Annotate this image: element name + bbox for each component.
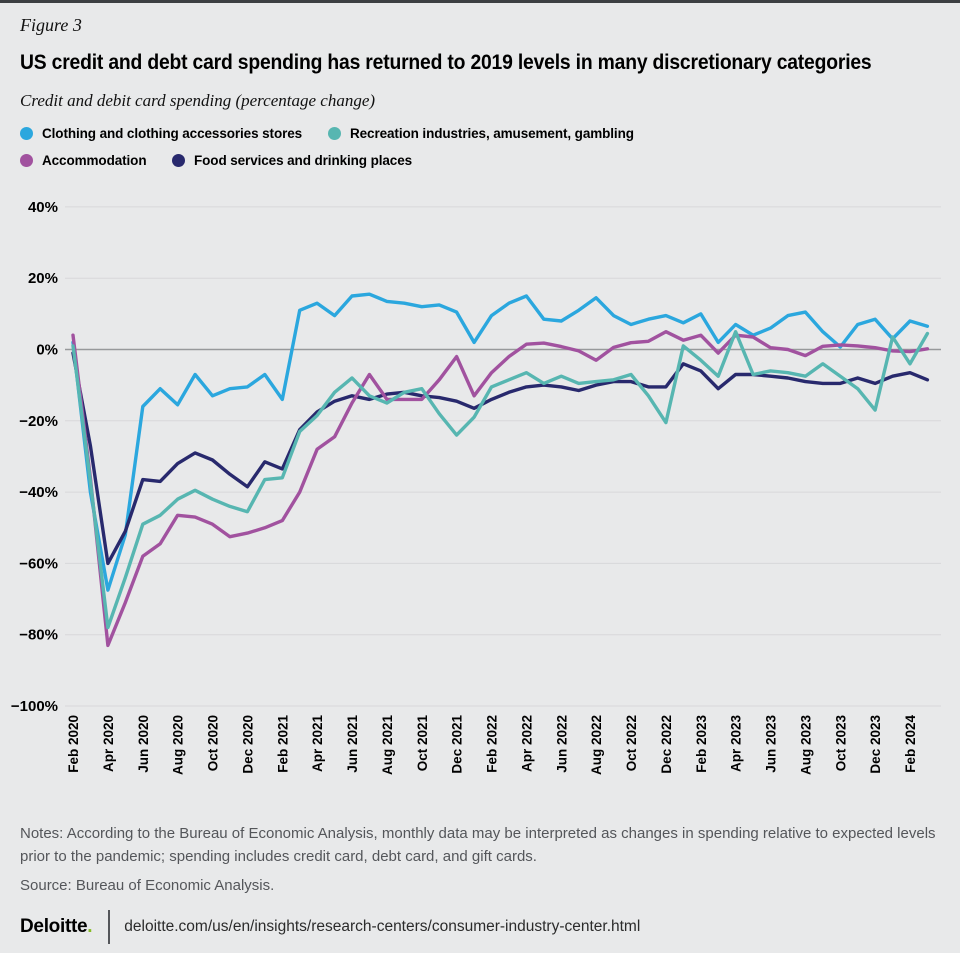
- x-axis-tick-label: Aug 2023: [798, 715, 814, 776]
- y-axis-tick-label: 0%: [36, 341, 58, 359]
- chart-title: US credit and debt card spending has returned to 2019 levels in many discretionary categories: [20, 51, 872, 74]
- y-axis-tick-label: −100%: [10, 698, 58, 715]
- x-axis-tick-label: Feb 2022: [484, 715, 500, 773]
- footer-brand-row: [20, 909, 945, 945]
- y-axis-tick-label: −80%: [19, 626, 58, 644]
- x-axis-tick-label: Feb 2024: [903, 715, 918, 773]
- chart-notes: Notes: According to the Bureau of Economic Analysis, monthly data may be interpreted as changes in spending relative to expected levels prior to the pandemic; spending includes credit card, debt card, and gift cards.: [20, 825, 936, 865]
- series-line-clothing: [73, 294, 927, 590]
- x-axis-tick-label: Jun 2022: [554, 715, 570, 773]
- x-axis-tick-label: Oct 2023: [833, 715, 849, 772]
- x-axis-tick-label: Aug 2021: [379, 715, 395, 776]
- footer-url: deloitte.com/us/en/insights/research-centers/consumer-industry-center.html: [124, 918, 641, 935]
- figure-label: Figure 3: [20, 15, 82, 35]
- chart-source: Source: Bureau of Economic Analysis.: [20, 877, 275, 894]
- x-axis-tick-label: Feb 2021: [275, 715, 291, 773]
- x-axis-tick-label: Oct 2020: [205, 715, 221, 772]
- x-axis-tick-label: Jun 2023: [763, 715, 779, 773]
- legend-label: Clothing and clothing accessories stores: [42, 126, 303, 141]
- x-axis-tick-label: Dec 2020: [240, 715, 256, 774]
- footer-divider: [108, 910, 110, 944]
- y-axis-tick-label: −40%: [19, 484, 58, 502]
- x-axis-tick-label: Apr 2020: [100, 715, 116, 773]
- x-axis-tick-label: Dec 2023: [868, 715, 884, 774]
- y-axis-tick-label: 20%: [27, 270, 58, 288]
- chart-subtitle: Credit and debit card spending (percentage change): [20, 91, 376, 110]
- x-axis-tick-label: Feb 2023: [693, 715, 709, 773]
- x-axis-tick-label: Aug 2020: [170, 715, 186, 776]
- line-chart-plot: [0, 3, 960, 803]
- x-axis-tick-label: Oct 2022: [624, 715, 639, 772]
- legend-label: Accommodation: [42, 153, 147, 168]
- x-axis-tick-label: Dec 2022: [658, 715, 674, 774]
- deloitte-logo-green-dot: .: [87, 916, 93, 937]
- x-axis-tick-label: Apr 2021: [310, 715, 326, 773]
- legend-label: Food services and drinking places: [194, 153, 413, 168]
- x-axis-tick-label: Aug 2022: [589, 715, 605, 776]
- y-axis-tick-label: −60%: [19, 555, 58, 573]
- series-line-recreation: [73, 332, 927, 628]
- x-axis-tick-label: Feb 2020: [66, 715, 81, 773]
- legend-label: Recreation industries, amusement, gambling: [350, 126, 634, 141]
- deloitte-logo: Deloitte.: [20, 916, 93, 937]
- y-axis-tick-label: 40%: [27, 198, 58, 216]
- x-axis-tick-label: Oct 2021: [414, 715, 430, 772]
- x-axis-tick-label: Jun 2021: [345, 715, 360, 773]
- y-axis-tick-label: −20%: [19, 412, 58, 430]
- x-axis-tick-label: Apr 2022: [519, 715, 535, 773]
- x-axis-tick-label: Apr 2023: [728, 715, 744, 773]
- x-axis-tick-label: Jun 2020: [135, 715, 151, 773]
- x-axis-tick-label: Dec 2021: [449, 715, 465, 774]
